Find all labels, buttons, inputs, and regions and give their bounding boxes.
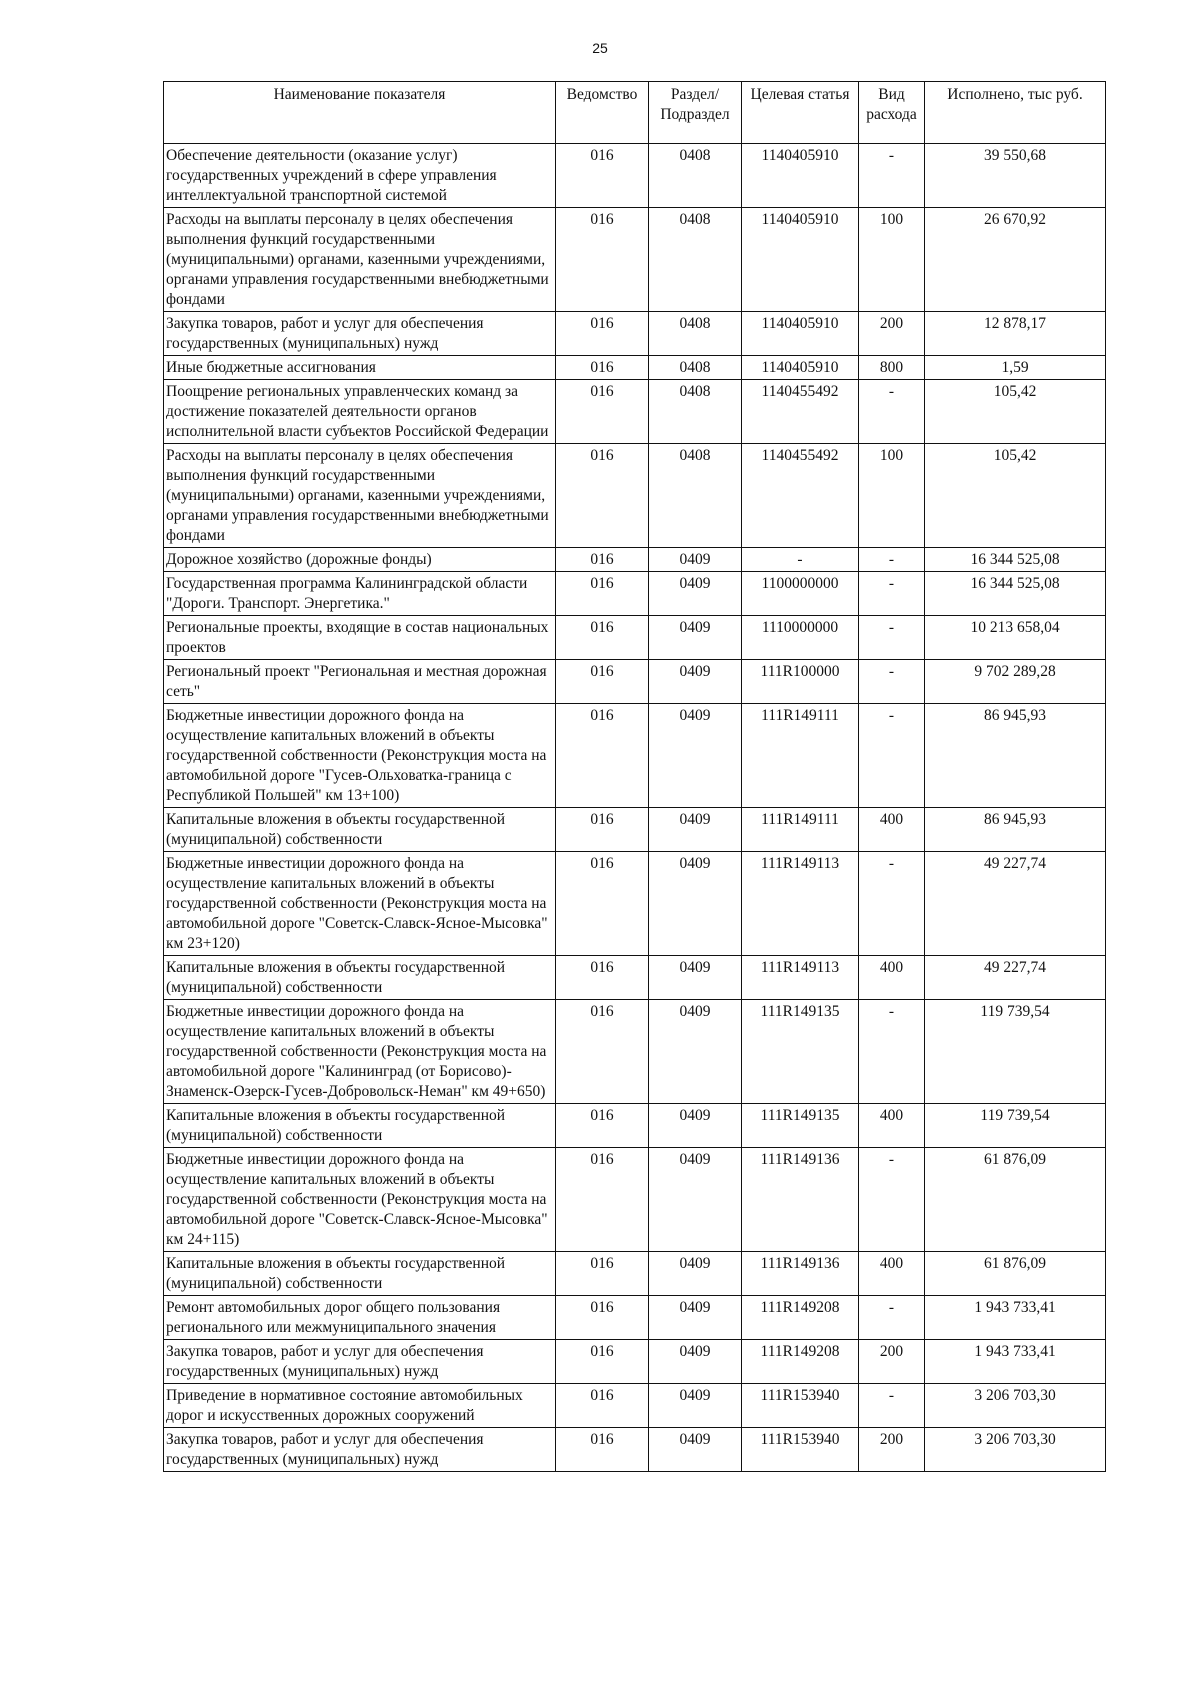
row-section: 0409: [649, 704, 742, 808]
row-target: 1140405910: [742, 356, 859, 380]
row-kind: -: [859, 548, 925, 572]
row-section: 0408: [649, 444, 742, 548]
table-row: [164, 1000, 1106, 1104]
row-kind: 200: [859, 1428, 925, 1472]
row-target: 111R153940: [742, 1384, 859, 1428]
row-amount: 119 739,54: [925, 1104, 1106, 1148]
row-kind: -: [859, 1000, 925, 1104]
row-name: Капитальные вложения в объекты государственной (муниципальной) собственности: [164, 808, 556, 852]
table-row: [164, 208, 1106, 312]
budget-table: [163, 81, 1106, 1472]
table-row: [164, 1148, 1106, 1252]
table-header-row: [164, 82, 1106, 144]
row-name: Обеспечение деятельности (оказание услуг) государственных учреждений в сфере управления интеллектуальной транспортной системой: [164, 144, 556, 208]
row-amount: 39 550,68: [925, 144, 1106, 208]
row-dept: 016: [556, 1148, 649, 1252]
row-name: Бюджетные инвестиции дорожного фонда на осуществление капитальных вложений в объекты государственной собственности (Реконструкция моста на автомобильной дороге "Калининград (от Борисово)-Знаменск-Озерск-Гусев-Добровольск-Неман" км 49+650): [164, 1000, 556, 1104]
row-section: 0409: [649, 1384, 742, 1428]
header-kind: Вид расхода: [859, 82, 925, 144]
row-amount: 12 878,17: [925, 312, 1106, 356]
row-name: Государственная программа Калининградской области "Дороги. Транспорт. Энергетика.": [164, 572, 556, 616]
row-kind: -: [859, 380, 925, 444]
row-dept: 016: [556, 808, 649, 852]
row-amount: 61 876,09: [925, 1252, 1106, 1296]
page-number: 25: [592, 40, 608, 56]
row-amount: 86 945,93: [925, 704, 1106, 808]
row-amount: 86 945,93: [925, 808, 1106, 852]
row-section: 0408: [649, 144, 742, 208]
row-amount: 105,42: [925, 380, 1106, 444]
row-name: Закупка товаров, работ и услуг для обеспечения государственных (муниципальных) нужд: [164, 1428, 556, 1472]
row-section: 0409: [649, 956, 742, 1000]
table-row: [164, 1252, 1106, 1296]
row-kind: 100: [859, 444, 925, 548]
row-amount: 119 739,54: [925, 1000, 1106, 1104]
row-dept: 016: [556, 380, 649, 444]
row-target: 1140405910: [742, 208, 859, 312]
row-dept: 016: [556, 356, 649, 380]
row-dept: 016: [556, 1252, 649, 1296]
row-target: 1140455492: [742, 380, 859, 444]
row-kind: -: [859, 1148, 925, 1252]
row-target: 111R149136: [742, 1148, 859, 1252]
row-target: 111R149135: [742, 1104, 859, 1148]
row-amount: 1,59: [925, 356, 1106, 380]
row-amount: 105,42: [925, 444, 1106, 548]
row-amount: 1 943 733,41: [925, 1296, 1106, 1340]
row-section: 0409: [649, 572, 742, 616]
row-kind: -: [859, 1384, 925, 1428]
row-amount: 10 213 658,04: [925, 616, 1106, 660]
row-kind: 800: [859, 356, 925, 380]
row-kind: 400: [859, 808, 925, 852]
row-name: Капитальные вложения в объекты государственной (муниципальной) собственности: [164, 956, 556, 1000]
row-dept: 016: [556, 1000, 649, 1104]
row-target: 111R149113: [742, 852, 859, 956]
row-section: 0408: [649, 208, 742, 312]
row-target: 111R149111: [742, 808, 859, 852]
header-section: Раздел/ Подраздел: [649, 82, 742, 144]
row-section: 0408: [649, 312, 742, 356]
row-kind: -: [859, 1296, 925, 1340]
row-target: 111R149111: [742, 704, 859, 808]
row-kind: 200: [859, 312, 925, 356]
row-section: 0409: [649, 616, 742, 660]
row-name: Бюджетные инвестиции дорожного фонда на осуществление капитальных вложений в объекты государственной собственности (Реконструкция моста на автомобильной дороге "Советск-Славск-Ясное-Мысовка" км 24+115): [164, 1148, 556, 1252]
row-kind: 400: [859, 1104, 925, 1148]
row-dept: 016: [556, 956, 649, 1000]
row-amount: 16 344 525,08: [925, 572, 1106, 616]
row-target: 1140405910: [742, 144, 859, 208]
row-kind: -: [859, 704, 925, 808]
table-row: [164, 356, 1106, 380]
row-name: Бюджетные инвестиции дорожного фонда на осуществление капитальных вложений в объекты государственной собственности (Реконструкция моста на автомобильной дороге "Гусев-Ольховатка-граница с Республикой Польшей" км 13+100): [164, 704, 556, 808]
row-dept: 016: [556, 1340, 649, 1384]
row-amount: 61 876,09: [925, 1148, 1106, 1252]
row-target: 111R149208: [742, 1296, 859, 1340]
row-dept: 016: [556, 1428, 649, 1472]
row-name: Приведение в нормативное состояние автомобильных дорог и искусственных дорожных сооружений: [164, 1384, 556, 1428]
row-name: Ремонт автомобильных дорог общего пользования регионального или межмуниципального значения: [164, 1296, 556, 1340]
header-amount: Исполнено, тыс руб.: [925, 82, 1106, 144]
row-target: 1100000000: [742, 572, 859, 616]
row-dept: 016: [556, 1104, 649, 1148]
table-row: [164, 144, 1106, 208]
row-amount: 3 206 703,30: [925, 1384, 1106, 1428]
row-dept: 016: [556, 312, 649, 356]
header-name: Наименование показателя: [164, 82, 556, 144]
row-amount: 9 702 289,28: [925, 660, 1106, 704]
row-target: 1140405910: [742, 312, 859, 356]
row-amount: 3 206 703,30: [925, 1428, 1106, 1472]
row-section: 0409: [649, 852, 742, 956]
row-name: Расходы на выплаты персоналу в целях обеспечения выполнения функций государственными (муниципальными) органами, казенными учреждениями, органами управления государственными внебюджетными фондами: [164, 208, 556, 312]
row-section: 0409: [649, 1000, 742, 1104]
row-section: 0409: [649, 548, 742, 572]
table-row: [164, 548, 1106, 572]
row-name: Закупка товаров, работ и услуг для обеспечения государственных (муниципальных) нужд: [164, 312, 556, 356]
row-dept: 016: [556, 660, 649, 704]
row-dept: 016: [556, 704, 649, 808]
row-kind: 400: [859, 1252, 925, 1296]
table-row: [164, 616, 1106, 660]
row-target: 111R149135: [742, 1000, 859, 1104]
row-target: -: [742, 548, 859, 572]
table-row: [164, 572, 1106, 616]
row-section: 0409: [649, 1148, 742, 1252]
row-name: Расходы на выплаты персоналу в целях обеспечения выполнения функций государственными (муниципальными) органами, казенными учреждениями, органами управления государственными внебюджетными фондами: [164, 444, 556, 548]
row-amount: 16 344 525,08: [925, 548, 1106, 572]
row-name: Региональные проекты, входящие в состав национальных проектов: [164, 616, 556, 660]
row-kind: -: [859, 660, 925, 704]
row-amount: 26 670,92: [925, 208, 1106, 312]
row-dept: 016: [556, 572, 649, 616]
row-name: Закупка товаров, работ и услуг для обеспечения государственных (муниципальных) нужд: [164, 1340, 556, 1384]
row-kind: 400: [859, 956, 925, 1000]
table-row: [164, 1104, 1106, 1148]
row-target: 1140455492: [742, 444, 859, 548]
table-row: [164, 1340, 1106, 1384]
row-section: 0409: [649, 1340, 742, 1384]
row-dept: 016: [556, 444, 649, 548]
row-section: 0409: [649, 808, 742, 852]
row-kind: -: [859, 572, 925, 616]
row-section: 0409: [649, 1296, 742, 1340]
row-name: Капитальные вложения в объекты государственной (муниципальной) собственности: [164, 1252, 556, 1296]
row-name: Капитальные вложения в объекты государственной (муниципальной) собственности: [164, 1104, 556, 1148]
table-row: [164, 704, 1106, 808]
row-name: Региональный проект "Региональная и местная дорожная сеть": [164, 660, 556, 704]
row-dept: 016: [556, 208, 649, 312]
row-target: 111R149136: [742, 1252, 859, 1296]
row-target: 111R100000: [742, 660, 859, 704]
row-amount: 49 227,74: [925, 956, 1106, 1000]
table-row: [164, 852, 1106, 956]
row-dept: 016: [556, 1384, 649, 1428]
row-kind: -: [859, 852, 925, 956]
table-row: [164, 312, 1106, 356]
row-name: Бюджетные инвестиции дорожного фонда на осуществление капитальных вложений в объекты государственной собственности (Реконструкция моста на автомобильной дороге "Советск-Славск-Ясное-Мысовка" км 23+120): [164, 852, 556, 956]
row-kind: 200: [859, 1340, 925, 1384]
table-row: [164, 956, 1106, 1000]
row-dept: 016: [556, 1296, 649, 1340]
row-target: 111R149113: [742, 956, 859, 1000]
row-name: Дорожное хозяйство (дорожные фонды): [164, 548, 556, 572]
table-row: [164, 444, 1106, 548]
row-section: 0408: [649, 356, 742, 380]
table-row: [164, 1296, 1106, 1340]
table-row: [164, 380, 1106, 444]
row-name: Иные бюджетные ассигнования: [164, 356, 556, 380]
header-dept: Ведомство: [556, 82, 649, 144]
row-kind: 100: [859, 208, 925, 312]
row-section: 0408: [649, 380, 742, 444]
row-target: 111R153940: [742, 1428, 859, 1472]
table-row: [164, 660, 1106, 704]
row-name: Поощрение региональных управленческих команд за достижение показателей деятельности органов исполнительной власти субъектов Российской Федерации: [164, 380, 556, 444]
header-target: Целевая статья: [742, 82, 859, 144]
table-row: [164, 1384, 1106, 1428]
row-amount: 49 227,74: [925, 852, 1106, 956]
row-dept: 016: [556, 852, 649, 956]
row-amount: 1 943 733,41: [925, 1340, 1106, 1384]
row-target: 111R149208: [742, 1340, 859, 1384]
row-kind: -: [859, 616, 925, 660]
row-section: 0409: [649, 1428, 742, 1472]
row-dept: 016: [556, 144, 649, 208]
table-body: [164, 144, 1106, 1472]
row-dept: 016: [556, 548, 649, 572]
row-kind: -: [859, 144, 925, 208]
table-row: [164, 1428, 1106, 1472]
row-section: 0409: [649, 1252, 742, 1296]
row-section: 0409: [649, 660, 742, 704]
row-section: 0409: [649, 1104, 742, 1148]
row-dept: 016: [556, 616, 649, 660]
row-target: 1110000000: [742, 616, 859, 660]
table-row: [164, 808, 1106, 852]
